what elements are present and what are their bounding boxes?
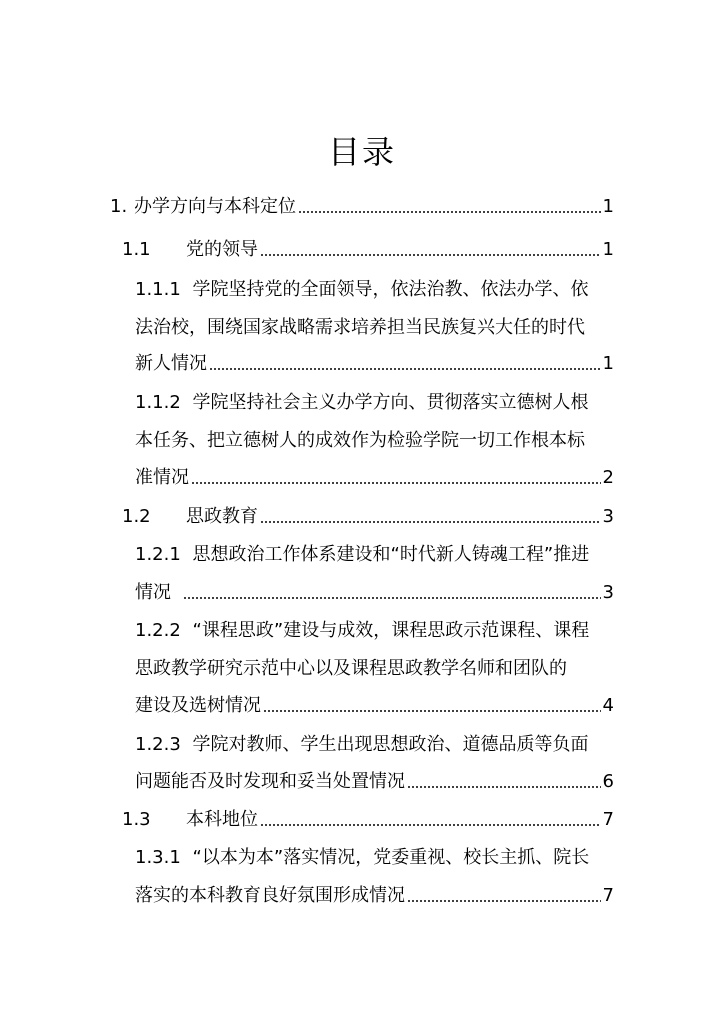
toc-entry-title-continuation: 思政教学研究示范中心以及课程思政教学名师和团队的	[135, 658, 567, 679]
toc-page-number: 4	[602, 695, 614, 716]
toc-entry-number: 1.2.1	[135, 544, 181, 565]
toc-leader-dots	[191, 482, 601, 484]
toc-leader-dots	[260, 824, 601, 826]
toc-entry[interactable]	[122, 808, 614, 832]
toc-entry-title-continuation: 法治校，围绕国家战略需求培养担当民族复兴大任的时代	[135, 317, 585, 338]
toc-entry-title: 本科地位	[186, 809, 258, 830]
toc-entry-title-continuation: 建设及选树情况	[135, 695, 261, 716]
toc-entry[interactable]	[122, 238, 614, 262]
toc-entry-number: 1.	[110, 196, 128, 217]
toc-leader-dots	[407, 900, 601, 902]
toc-entry-title: 思政教育	[186, 506, 258, 527]
toc-entry-title-continuation: 问题能否及时发现和妥当处置情况	[135, 771, 405, 792]
toc-entry-number: 1.2.2	[135, 620, 181, 641]
toc-entry-number: 1.3	[122, 809, 151, 830]
toc-entry-number: 1.1.1	[135, 279, 181, 300]
toc-page-number: 1	[602, 353, 614, 374]
toc-entry-number: 1.1	[122, 239, 151, 260]
toc-leader-dots	[263, 710, 601, 712]
toc-page-number: 3	[602, 506, 614, 527]
toc-leader-dots	[183, 597, 601, 599]
toc-title: 目录	[327, 133, 396, 171]
toc-leader-dots	[407, 786, 601, 788]
toc-entry-title: 学院对教师、学生出现思想政治、道德品质等负面	[192, 734, 589, 755]
toc-entry-title-continuation: 准情况	[135, 467, 189, 488]
toc-leader-dots	[260, 521, 601, 523]
toc-entry-title-continuation: 新人情况	[135, 353, 207, 374]
toc-leader-dots	[260, 254, 601, 256]
toc-entry-number: 1.1.2	[135, 392, 181, 413]
toc-entry[interactable]	[110, 195, 614, 219]
toc-entry-title: “课程思政”建设与成效，课程思政示范课程、课程	[192, 620, 590, 641]
toc-entry-title: 办学方向与本科定位	[134, 196, 296, 217]
toc-leader-dots	[209, 368, 601, 370]
toc-entry[interactable]	[122, 505, 614, 529]
toc-page-number: 1	[602, 196, 614, 217]
toc-page-number: 6	[602, 771, 614, 792]
toc-entry-title-continuation: 落实的本科教育良好氛围形成情况	[135, 885, 405, 906]
toc-entry-number: 1.2	[122, 506, 151, 527]
toc-page-number: 3	[602, 582, 614, 603]
toc-entry-title-continuation: 情况	[135, 582, 171, 603]
toc-entry-title: 学院坚持社会主义办学方向、贯彻落实立德树人根	[192, 392, 589, 413]
toc-page-number: 7	[602, 885, 614, 906]
toc-entry-title: 学院坚持党的全面领导，依法治教、依法办学、依	[192, 279, 589, 300]
toc-leader-dots	[298, 211, 601, 213]
toc-page-number: 1	[602, 239, 614, 260]
toc-entry-number: 1.3.1	[135, 847, 181, 868]
toc-entry-title: 党的领导	[186, 239, 258, 260]
toc-page-number: 7	[602, 809, 614, 830]
toc-page-number: 2	[602, 467, 614, 488]
toc-entry-number: 1.2.3	[135, 734, 181, 755]
toc-entry-title: “以本为本”落实情况，党委重视、校长主抓、院长	[192, 847, 590, 868]
toc-entry-title: 思想政治工作体系建设和“时代新人铸魂工程”推进	[192, 544, 590, 565]
toc-entry-title-continuation: 本任务、把立德树人的成效作为检验学院一切工作根本标	[135, 430, 585, 451]
